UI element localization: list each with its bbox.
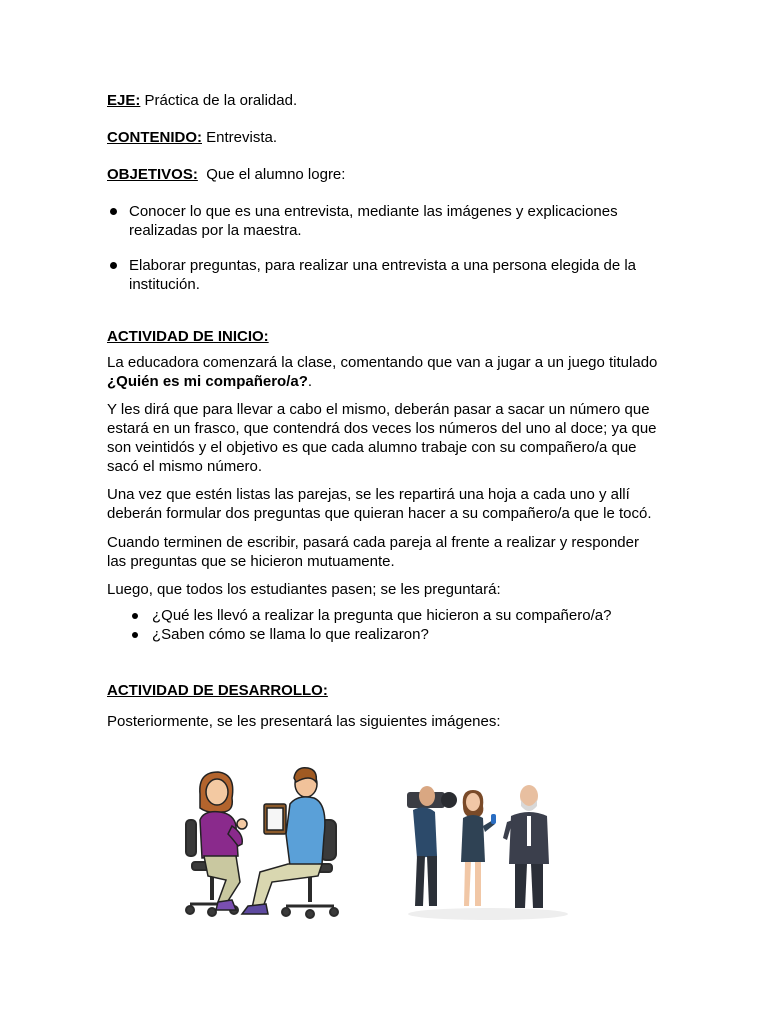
question-item [107, 606, 667, 625]
inicio-heading: ACTIVIDAD DE INICIO: [107, 328, 269, 345]
contenido-line [107, 128, 667, 147]
desarrollo-paragraph: Posteriormente, se les presentará las siguientes imágenes: [107, 713, 501, 730]
objetivo-text: institución. [129, 276, 200, 293]
paragraph-text: sacó el mismo número. [107, 458, 263, 475]
question-text: ¿Saben cómo se llama lo que realizaron? [152, 626, 429, 643]
question-item [107, 625, 667, 644]
paragraph-text: las preguntas que se hicieron mutuamente. [107, 553, 395, 570]
paragraph-text: son veintidós y el objetivo es que cada alumno trabaje con su compañero/a que [107, 439, 637, 456]
desarrollo-heading: ACTIVIDAD DE DESARROLLO: [107, 682, 328, 699]
paragraph-text: estará en un frasco, que contendrá dos veces los números del uno al doce; ya que [107, 420, 657, 437]
inicio-paragraph-3 [107, 485, 667, 523]
inicio-paragraph-5: Luego, que todos los estudiantes pasen; se les preguntará: [107, 581, 501, 598]
paragraph-text: deberán formular dos preguntas que quieran hacer a su compañero/a que le tocó. [107, 505, 652, 522]
paragraph-text: Cuando terminen de escribir, pasará cada pareja al frente a realizar y responder [107, 534, 639, 551]
objetivo-item [107, 256, 667, 294]
inicio-paragraph-1 [107, 353, 667, 391]
ground-shadow [408, 908, 568, 920]
paragraph-text: Y les dirá que para llevar a cabo el mismo, deberán pasar a sacar un número que [107, 401, 650, 418]
document-body [107, 91, 667, 731]
contenido-text: Entrevista. [202, 129, 278, 146]
objetivos-label: OBJETIVOS: [107, 166, 198, 183]
objetivos-line [107, 165, 667, 184]
eje-line [107, 91, 667, 110]
objetivo-text: Elaborar preguntas, para realizar una entrevista a una persona elegida de la [129, 257, 636, 274]
paragraph-end: . [307, 373, 313, 390]
inicio-paragraph-2 [107, 400, 667, 476]
objetivos-text: Que el alumno logre: [197, 166, 346, 183]
contenido-label: CONTENIDO: [107, 129, 202, 146]
reporter-figure [461, 790, 496, 906]
microphone-icon [491, 814, 496, 824]
eje-text: Práctica de la oralidad. [140, 92, 298, 109]
objetivo-item [107, 202, 667, 240]
eje-label: EJE: [107, 92, 141, 109]
objetivo-text: realizadas por la maestra. [129, 222, 302, 239]
inicio-paragraph-4 [107, 533, 667, 571]
paragraph-text: Una vez que estén listas las parejas, se les repartirá una hoja a cada uno y allí [107, 486, 630, 503]
man-figure [242, 768, 325, 914]
paragraph-text: La educadora comenzará la clase, comentando que van a jugar a un juego titulado [107, 354, 658, 371]
game-title: ¿Quién es mi compañero/a? [107, 373, 308, 390]
bullet-icon [132, 613, 138, 619]
question-text: ¿Qué les llevó a realizar la pregunta que hicieron a su compañero/a? [152, 607, 612, 624]
camera-operator-figure [407, 786, 457, 906]
paragraph-text [107, 372, 667, 391]
tv-interview-illustration [403, 766, 573, 926]
woman-figure [200, 772, 247, 910]
bullet-icon [132, 632, 138, 638]
objetivo-text: Conocer lo que es una entrevista, mediante las imágenes y explicaciones [129, 203, 618, 220]
seated-interview-illustration [182, 764, 347, 926]
interviewee-figure [503, 785, 549, 908]
bullet-icon [110, 262, 117, 269]
bullet-icon [110, 208, 117, 215]
